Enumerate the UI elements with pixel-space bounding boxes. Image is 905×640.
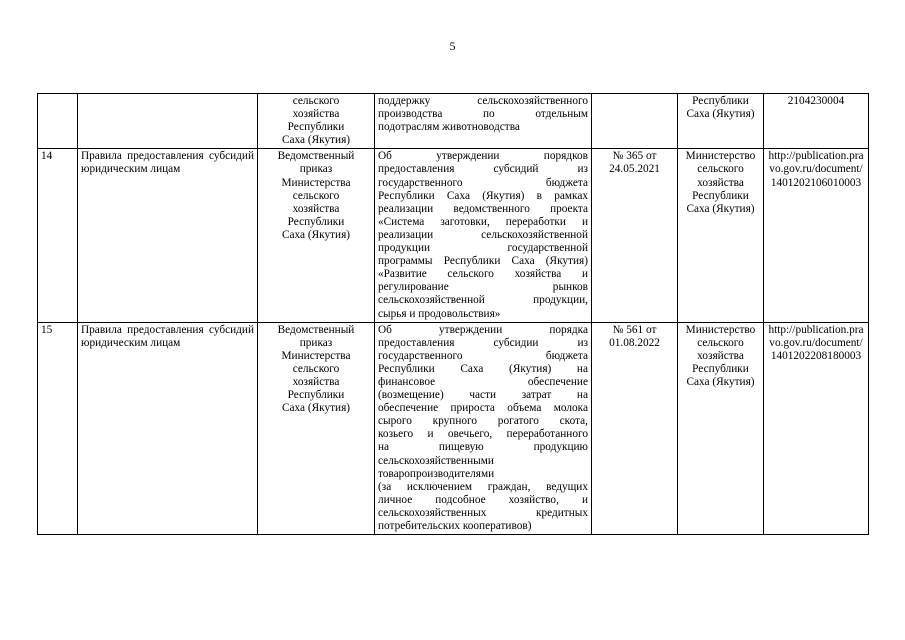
row-number-cell: [38, 149, 78, 322]
document-type: [258, 149, 375, 322]
document-type-line: приказ: [299, 163, 333, 176]
document-description-line: товаропроизводителями: [378, 467, 495, 480]
document-description-line: государственного бюджета: [378, 349, 588, 362]
document-description: [375, 94, 592, 149]
document-description-line: Об утверждении порядка: [378, 323, 588, 336]
publication-link: http://publication.pravo.gov.ru/document/1401202106010003: [764, 149, 869, 322]
document-description-line: личное подсобное хозяйство, и: [378, 493, 588, 506]
document-description-line: продукции государственной: [378, 242, 588, 255]
document-description: [375, 322, 592, 535]
document-description-line: Республики Саха (Якутия) на: [378, 362, 588, 375]
document-number-date-line: 24.05.2021: [609, 163, 660, 176]
document-description-line: сырого крупного рогатого скота,: [378, 415, 588, 428]
table-row: [38, 322, 869, 535]
document-type-line: сельского: [292, 189, 340, 202]
issuing-authority-line: сельского: [697, 163, 744, 176]
row-number: 14: [41, 150, 53, 163]
publication-link: 2104230004: [764, 94, 869, 149]
issuing-authority-line: Министерство: [685, 150, 756, 163]
document-description-line: производства по отдельным: [378, 108, 588, 121]
document-description-line: обеспечение прироста объема молока: [378, 402, 588, 415]
issuing-authority: [678, 94, 764, 149]
document-description-line: сельскохозяйственных кредитных: [378, 506, 588, 519]
document-number-date: [592, 149, 678, 322]
issuing-authority: [678, 322, 764, 535]
document-description-line: на пищевую продукцию: [378, 441, 588, 454]
row-number: 15: [41, 323, 53, 336]
table-row: [38, 94, 869, 149]
document-description-line: подотраслям животноводства: [378, 121, 520, 134]
document-type-line: Республики: [287, 121, 345, 134]
document-type-line: Ведомственный: [277, 150, 355, 163]
document-description-line: сырья и продовольствия»: [378, 307, 501, 320]
legal-acts-table: [37, 93, 869, 535]
issuing-authority-line: хозяйства: [697, 176, 744, 189]
document-description-line: (возмещение) части затрат на: [378, 389, 588, 402]
document-type-line: Республики: [287, 215, 345, 228]
document-description-line: реализации сельскохозяйственной: [378, 228, 588, 241]
document-description-line: предоставления субсидий из: [378, 163, 588, 176]
document-description-line: Республики Саха (Якутия) в рамках: [378, 189, 588, 202]
issuing-authority-line: Министерство: [685, 323, 756, 336]
issuing-authority-line: сельского: [697, 336, 744, 349]
document-type-line: Саха (Якутия): [281, 402, 351, 415]
document-type: [258, 94, 375, 149]
document-description-line: сельскохозяйственными: [378, 454, 494, 467]
document-type-line: сельского: [292, 362, 340, 375]
issuing-authority-line: Саха (Якутия): [686, 375, 755, 388]
document-type-line: Саха (Якутия): [281, 228, 351, 241]
document-description-line: козьего и овечьего, переработанного: [378, 428, 588, 441]
document-description-line: (за исключением граждан, ведущих: [378, 480, 588, 493]
table-row: [38, 149, 869, 322]
document-number-date-line: 01.08.2022: [609, 336, 660, 349]
document-number-date: [592, 94, 678, 149]
document-type: [258, 322, 375, 535]
document-type-line: хозяйства: [292, 375, 340, 388]
row-number-cell: [38, 322, 78, 535]
document-number-date-line: № 561 от: [612, 323, 657, 336]
document-description-line: финансовое обеспечение: [378, 375, 588, 388]
document-description-line: программы Республики Саха (Якутия): [378, 255, 588, 268]
document-type-line: приказ: [299, 336, 333, 349]
document-description-line: потребительских кооперативов): [378, 520, 532, 532]
document-description-line: сельскохозяйственной продукции,: [378, 294, 588, 307]
document-title: Правила предоставления субсидий юридическим лицам: [78, 322, 258, 535]
issuing-authority-line: Саха (Якутия): [686, 202, 755, 215]
document-type-line: сельского: [292, 95, 340, 107]
document-title: Правила предоставления субсидий юридическим лицам: [78, 149, 258, 322]
document-description-line: предоставления субсидии из: [378, 336, 588, 349]
issuing-authority-line: Саха (Якутия): [686, 108, 755, 121]
issuing-authority-line: Республики: [692, 362, 749, 375]
document-description-line: «Система заготовки, переработки и: [378, 215, 588, 228]
issuing-authority-line: Республики: [692, 95, 749, 107]
document-type-line: Министерства: [281, 349, 351, 362]
document-type-line: Ведомственный: [277, 323, 355, 336]
document-description-line: поддержку сельскохозяйственного: [378, 95, 588, 107]
document-description-line: регулирование рынков: [378, 281, 588, 294]
document-description-line: реализации ведомственного проекта: [378, 202, 588, 215]
document-number-date-line: № 365 от: [612, 150, 657, 163]
document-description-line: Об утверждении порядков: [378, 150, 588, 163]
document-number-date: [592, 322, 678, 535]
page-number: 5: [449, 39, 456, 53]
row-number-cell: [38, 94, 78, 149]
document-description-line: «Развитие сельского хозяйства и: [378, 268, 588, 281]
document-type-line: хозяйства: [292, 202, 340, 215]
document-description: [375, 149, 592, 322]
document-type-line: хозяйства: [292, 108, 340, 121]
document-type-line: Министерства: [281, 176, 351, 189]
document-description-line: государственного бюджета: [378, 176, 588, 189]
issuing-authority-line: хозяйства: [697, 349, 744, 362]
document-type-line: Республики: [287, 389, 345, 402]
issuing-authority: [678, 149, 764, 322]
document-title: [78, 94, 258, 149]
document-type-line: Саха (Якутия): [281, 134, 351, 147]
publication-link: http://publication.pravo.gov.ru/document/1401202208180003: [764, 322, 869, 535]
issuing-authority-line: Республики: [692, 189, 749, 202]
